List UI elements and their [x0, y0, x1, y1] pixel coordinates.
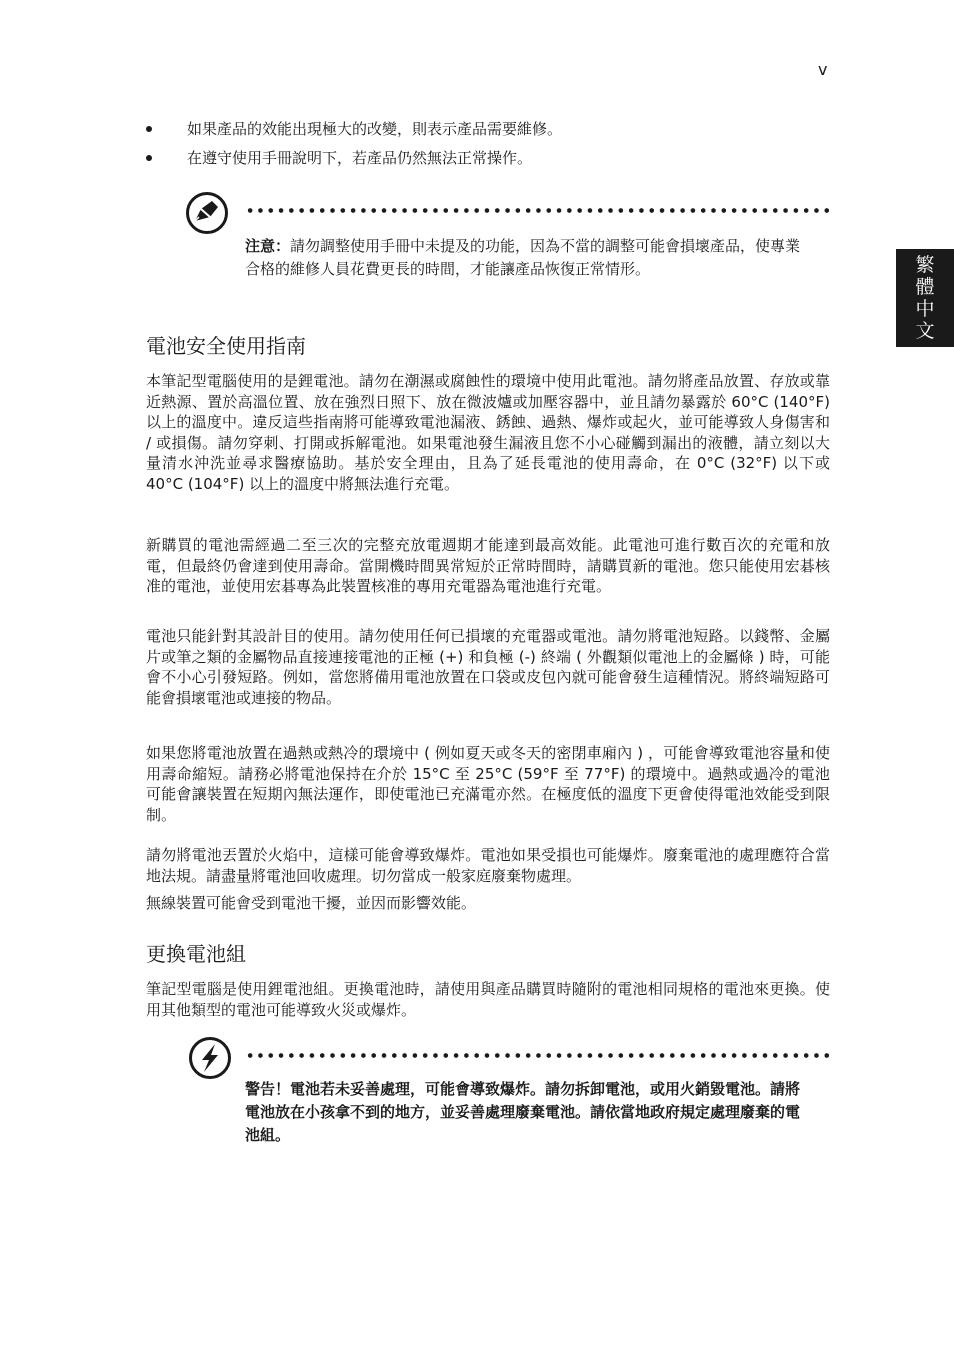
bullet-list	[146, 118, 836, 176]
page-number: v	[818, 60, 828, 79]
bullet-icon	[146, 126, 152, 132]
language-tab-char: 中	[915, 298, 935, 320]
language-tab-char: 體	[915, 276, 935, 298]
warning-divider	[245, 1053, 833, 1058]
bullet-icon	[146, 155, 152, 161]
section-title-replace-battery: 更換電池組	[146, 942, 246, 966]
note-divider	[245, 208, 833, 213]
paragraph: 新購買的電池需經過二至三次的完整充放電週期才能達到最高效能。此電池可進行數百次的充電和放電，但最終仍會達到使用壽命。當開機時間異常短於正常時間時，請購買新的電池。您只能使用宏碁核准的電池，並使用宏碁專為此裝置核准的專用充電器為電池進行充電。	[146, 536, 830, 596]
paragraph: 筆記型電腦是使用鋰電池組。更換電池時，請使用與產品購買時隨附的電池相同規格的電池來更換。使用其他類型的電池可能導致火災或爆炸。	[146, 980, 830, 1019]
paragraph: 本筆記型電腦使用的是鋰電池。請勿在潮濕或腐蝕性的環境中使用此電池。請勿將產品放置、存放或靠近熱源、置於高溫位置、放在強烈日照下、放在微波爐或加壓容器中，並且請勿暴露於 60°C (140°F) 以上的溫度中。違反這些指南將可能導致電池漏液、銹蝕、過熱、爆炸或起火，並可能導致人身傷害和 / 或損傷。請勿穿刺、打開或拆解電池。如果電池發生漏液且您不小心碰觸到漏出的液體，請立刻以大量清水沖洗並尋求醫療協助。基於安全理由，且為了延長電池的使用壽命，在 0°C (32°F) 以下或 40°C (104°F) 以上的溫度中將無法進行充電。	[146, 372, 830, 493]
paragraph: 請勿將電池丟置於火焰中，這樣可能會導致爆炸。電池如果受損也可能爆炸。廢棄電池的處理應符合當地法規。請盡量將電池回收處理。切勿當成一般家庭廢棄物處理。	[146, 846, 830, 885]
language-tab-char: 文	[915, 320, 935, 342]
warning-lightning-icon	[188, 1036, 232, 1080]
paragraph: 無線裝置可能會受到電池干擾，並因而影響效能。	[146, 894, 477, 912]
warning-text: 警告！電池若未妥善處理，可能會導致爆炸。請勿拆卸電池，或用火銷毀電池。請將電池放在小孩拿不到的地方，並妥善處理廢棄電池。請依當地政府規定處理廢棄的電池組。	[245, 1080, 801, 1144]
list-item	[146, 147, 836, 169]
language-tab	[896, 249, 954, 347]
list-item-text: 如果產品的效能出現極大的改變，則表示產品需要維修。	[187, 120, 563, 138]
list-item	[146, 118, 836, 140]
paragraph: 電池只能針對其設計目的使用。請勿使用任何已損壞的充電器或電池。請勿將電池短路。以錢幣、金屬片或筆之類的金屬物品直接連接電池的正極 (+) 和負極 (-) 終端 ( 外觀類似電池上的金屬條 ) 時，可能會不小心引發短路。例如，當您將備用電池放置在口袋或皮包內就可能會發生這種情況。將終端短路可能會損壞電池或連接的物品。	[146, 627, 830, 707]
language-tab-char: 繁	[915, 254, 935, 276]
note-pencil-icon	[185, 191, 229, 235]
section-title-battery-safety: 電池安全使用指南	[146, 334, 306, 358]
note-text	[245, 235, 805, 281]
paragraph: 如果您將電池放置在過熱或熱冷的環境中 ( 例如夏天或冬天的密閉車廂內 ) ，可能會導致電池容量和使用壽命縮短。請務必將電池保持在介於 15°C 至 25°C (59°F 至 77°F) 的環境中。過熱或過冷的電池可能會讓裝置在短期內無法運作，即使電池已充滿電亦然。在極度低的溫度下更會使得電池效能受到限制。	[146, 744, 830, 824]
note-label: 注意：	[245, 237, 291, 255]
note-body: 請勿調整使用手冊中未提及的功能，因為不當的調整可能會損壞產品，使專業合格的維修人員花費更長的時間，才能讓產品恢復正常情形。	[245, 237, 801, 278]
list-item-text: 在遵守使用手冊說明下，若產品仍然無法正常操作。	[187, 149, 533, 167]
